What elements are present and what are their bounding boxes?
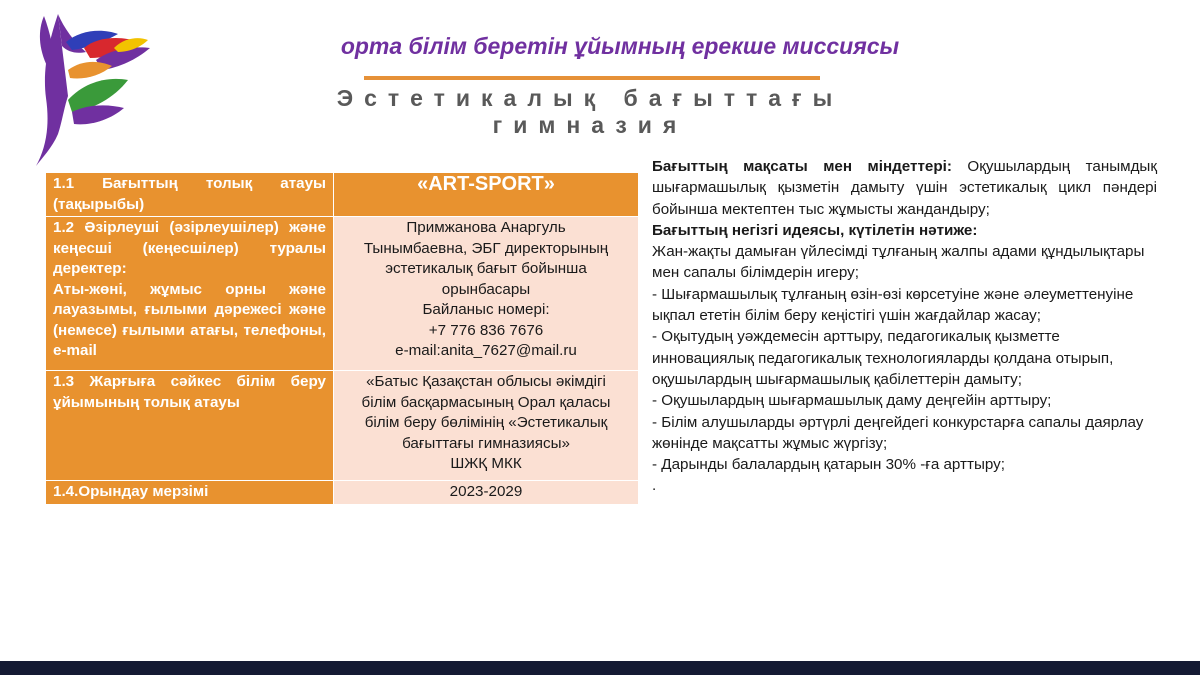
table-row [46, 481, 639, 505]
table-row [46, 217, 639, 371]
row-label: 1.1 Бағыттың толық атауы (тақырыбы) [46, 173, 334, 217]
info-table [45, 172, 639, 505]
dove-logo-icon [28, 8, 153, 168]
page-title: Эстетикалық бағыттағы гимназия [336, 85, 844, 138]
value-line: бағыттағы гимназиясы» [402, 434, 570, 452]
table-row [46, 173, 639, 217]
value-line: білім беру бөлімінің «Эстетикалық [364, 414, 608, 431]
row-label: 1.3 Жарғыға сәйкес білім беру ұйымының толық атауы [46, 371, 334, 481]
row-value: «ART-SPORT» [334, 173, 639, 217]
row-value: 2023-2029 [334, 481, 639, 505]
goal-paragraph [652, 156, 1157, 220]
row-label: 1.4.Орындау мерзімі [46, 481, 334, 505]
value-line: +7 776 836 7676 [428, 321, 544, 339]
value-line: ШЖҚ МКК [450, 455, 522, 472]
list-item: - Шығармашылық тұлғаның өзін-өзі көрсетуіне және әлеуметтенуіне ықпал ететін білім беру кеңістігі үшін жағдайлар жасау; [652, 285, 1134, 325]
row-label-part: Аты-жөні, жұмыс орны және лауазымы, ғылыми дәрежесі және (немесе) ғылыми атағы, телефоны, e-mail [53, 280, 326, 359]
value-line: «Батыс Қазақстан облысы әкімдігі [366, 373, 606, 390]
list-item: - Оқушылардың шығармашылық даму деңгейін арттыру; [652, 392, 1052, 410]
divider [364, 76, 820, 80]
value-line: орынбасары [441, 280, 531, 298]
list-item: . [652, 477, 657, 495]
value-line: эстетикалық бағыт бойынша [385, 260, 587, 277]
value-line: білім басқармасының Орал қаласы [361, 393, 611, 411]
table-row [46, 371, 639, 481]
page-subtitle: орта білім беретін ұйымның ерекше миссиясы [340, 33, 900, 59]
value-line: Примжанова Анаргуль [406, 219, 566, 236]
description-block [652, 156, 1157, 497]
list-item: - Дарынды балалардың қатарын 30% -ға арттыру; [652, 456, 1005, 474]
list-item: - Оқытудың уәждемесін арттыру, педагогикалық қызметте инновациялық педагогикалық технологияларды қолдана отырып, оқушылардың шығармашылық қабілеттерін дамыту; [652, 328, 1114, 388]
idea-heading-text: Бағыттың негізгі идеясы, күтілетін нәтиже: [652, 221, 978, 239]
list-item: Жан-жақты дамыған үйлесімді тұлғаның жалпы адами құндылықтары мен сапалы білімдерін игеру; [652, 243, 1145, 282]
row-value [334, 371, 639, 481]
list-item: - Білім алушыларды әртүрлі деңгейдегі конкурстарға сапалы даярлау жөнінде мақсатты жұмыс жүргізу; [652, 413, 1144, 452]
value-line: e-mail:anita_7627@mail.ru [395, 342, 577, 359]
row-label [46, 217, 334, 371]
footer-bar [0, 661, 1200, 675]
value-line: Байланыс номері: [422, 301, 550, 318]
row-value [334, 217, 639, 371]
goal-heading: Бағыттың мақсаты мен міндеттері: [652, 158, 952, 175]
goal-text: Оқушылардың танымдық шығармашылық қызметін дамыту үшін эстетикалық цикл пәндері бойынша мектептен тыс жұмысты жандандыру; [652, 158, 1157, 218]
value-line: Тынымбаевна, ЭБГ директорының [363, 239, 609, 257]
idea-heading [652, 220, 1157, 241]
row-label-part: 1.2 Әзірлеуші (әзірлеушілер) және кеңесші (кеңесшілер) туралы деректер: [53, 219, 326, 277]
